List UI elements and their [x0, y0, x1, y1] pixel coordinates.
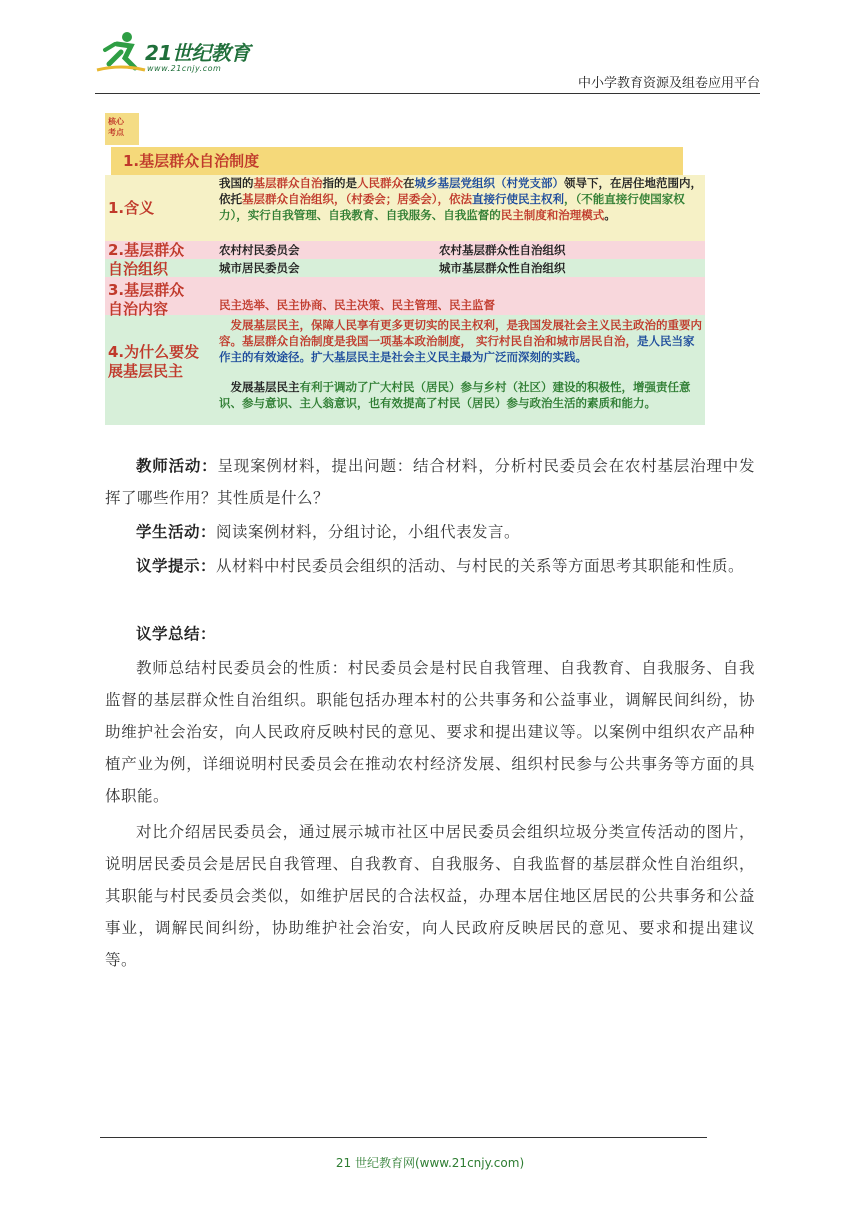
header-divider	[95, 93, 760, 94]
teacher-activity: 教师活动：呈现案例材料，提出问题：结合材料，分析村民委员会在农村基层治理中发挥了哪些作用？其性质是什么？	[105, 456, 755, 507]
page-header	[95, 28, 760, 98]
discussion-hint: 议学提示：从材料中村民委员会组织的活动、与村民的关系等方面思考其职能和性质。	[136, 556, 745, 575]
platform-name: 中小学教育资源及组卷应用平台	[577, 76, 760, 91]
student-activity: 学生活动：阅读案例材料，分组讨论，小组代表发言。	[136, 522, 521, 541]
label-why: 4.为什么要发 展基层民主	[108, 343, 200, 380]
logo-url: www.21cnjy.com	[147, 64, 222, 73]
org-row-rural: 农村村民委员会 农村基层群众性自治组织	[219, 243, 566, 257]
core-point-tag: 核心 考点	[105, 113, 139, 145]
card-title: 1.基层群众自治制度	[111, 147, 683, 175]
footer-divider	[100, 1137, 707, 1138]
content-text: 民主选举、民主协商、民主决策、民主管理、民主监督	[219, 298, 495, 312]
org-row-urban: 城市居民委员会 城市基层群众性自治组织	[219, 261, 566, 275]
footer-link[interactable]: 21 世纪教育网(www.21cnjy.com)	[335, 1156, 525, 1170]
label-org: 2.基层群众 自治组织	[108, 241, 185, 278]
meaning-text: 我国的基层群众自治指的是人民群众在城乡基层党组织（村党支部）领导下，在居住地范围内，依托基层群众自治组织，（村委会；居委会），依法直接行使民主权利，（不能直接行使国家权力），实行自我管理、自我教育、自我服务、自我监督的民主制度和治理模式。	[219, 176, 702, 222]
knowledge-card	[105, 113, 705, 425]
summary-paragraph-1: 教师总结村民委员会的性质：村民委员会是村民自我管理、自我教育、自我服务、自我监督的基层群众性自治组织。职能包括办理本村的公共事务和公益事业，调解民间纠纷，协助维护社会治安，向人民政府反映村民的意见、要求和提出建议等。以案例中组织农产品种植产业为例，详细说明村民委员会在推动农村经济发展、组织村民参与公共事务等方面的具体职能。	[105, 659, 755, 805]
why-paragraph-1: 发展基层民主，保障人民享有更多更切实的民主权利，是我国发展社会主义民主政治的重要内容。基层群众自治制度是我国一项基本政治制度， 实行村民自治和城市居民自治，是人民当家作主的有效途径。扩大基层民主是社会主义民主最为广泛而深刻的实践。	[219, 318, 702, 364]
summary-heading: 议学总结：	[136, 624, 217, 643]
site-logo[interactable]	[95, 28, 265, 78]
label-meaning: 1.含义	[108, 199, 155, 217]
logo-text: 21世纪教育	[145, 41, 250, 65]
runner-logo-icon	[95, 28, 147, 76]
label-content: 3.基层群众 自治内容	[108, 281, 185, 318]
why-paragraph-2: 发展基层民主有利于调动了广大村民（居民）参与乡村（社区）建设的积极性，增强责任意识、参与意识、主人翁意识，也有效提高了村民（居民）参与政治生活的素质和能力。	[219, 380, 691, 410]
summary-paragraph-2: 对比介绍居民委员会，通过展示城市社区中居民委员会组织垃圾分类宣传活动的图片，说明居民委员会是居民自我管理、自我教育、自我服务、自我监督的基层群众性自治组织，其职能与村民委员会类似，如维护居民的合法权益，办理本居住地区居民的公共事务和公益事业，调解民间纠纷，协助维护社会治安，向人民政府反映居民的意见、要求和提出建议等。	[105, 823, 755, 969]
